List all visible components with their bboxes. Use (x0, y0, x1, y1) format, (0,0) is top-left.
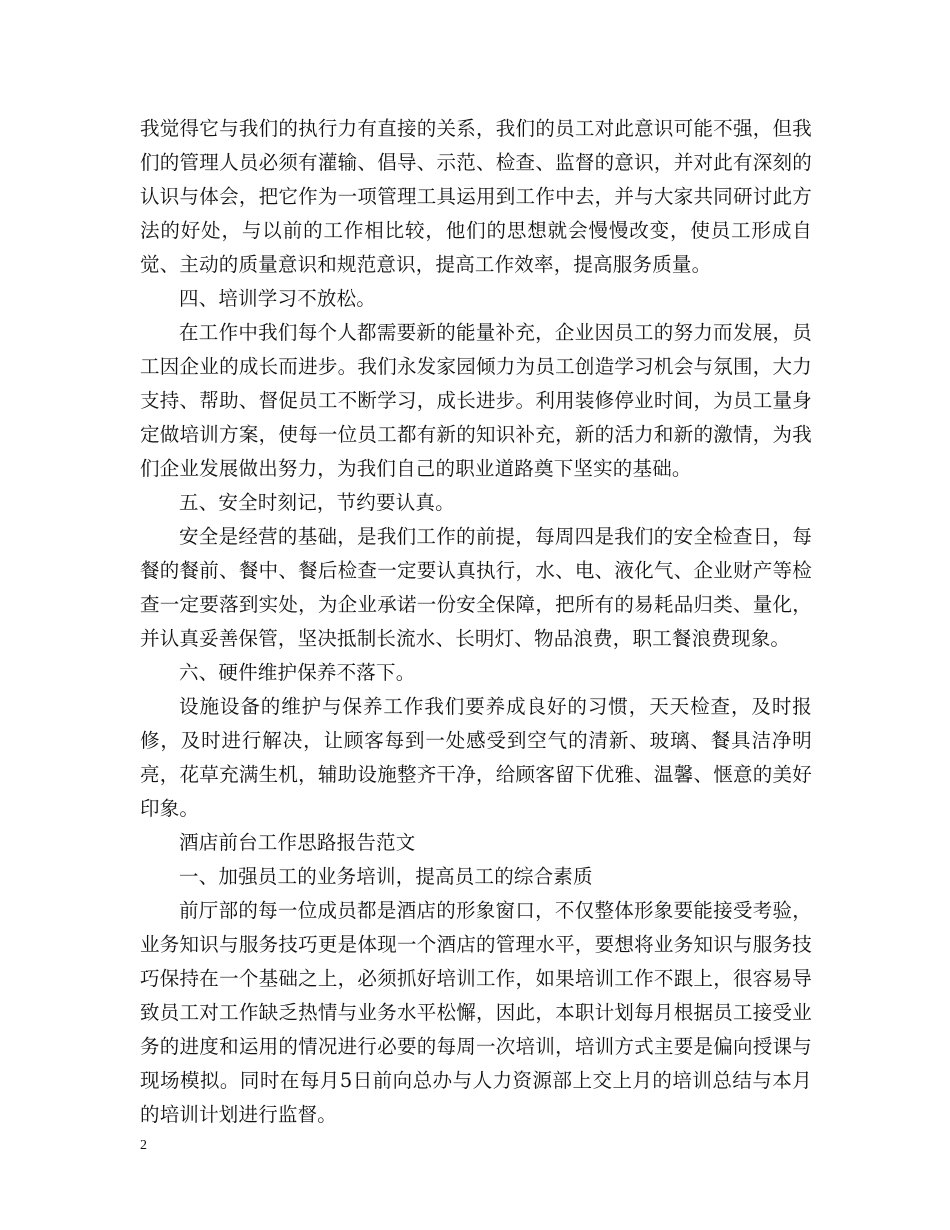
section-heading-staff-training: 一、加强员工的业务培训，提高员工的综合素质 (179, 865, 593, 888)
paragraph-safety: 安全是经营的基础，是我们工作的前提，每周四是我们的安全检查日，每餐的餐前、餐中、餐后检查一定要认真执行，水、电、液化气、企业财产等检查一定要落到实处，为企业承诺一份安全保障，把所有的易耗品归类、量化，并认真妥善保管，坚决抵制长流水、长明灯、物品浪费，职工餐浪费现象。 (140, 525, 812, 650)
section-heading-maintenance: 六、硬件维护保养不落下。 (179, 661, 416, 684)
page-body (140, 112, 812, 1132)
section-heading-safety: 五、安全时刻记，节约要认真。 (179, 491, 455, 514)
page-number: 2 (140, 1138, 147, 1153)
paragraph-training: 在工作中我们每个人都需要新的能量补充，企业因员工的努力而发展，员工因企业的成长而进步。我们永发家园倾力为员工创造学习机会与氛围，大力支持、帮助、督促员工不断学习，成长进步。利用装修停业时间，为员工量身定做培训方案，使每一位员工都有新的知识补充，新的活力和新的激情，为我们企业发展做出努力，为我们自己的职业道路奠下坚实的基础。 (140, 321, 812, 480)
paragraph-continuation: 我觉得它与我们的执行力有直接的关系，我们的员工对此意识可能不强，但我们的管理人员必须有灌输、倡导、示范、检查、监督的意识，并对此有深刻的认识与体会，把它作为一项管理工具运用到工作中去，并与大家共同研讨此方法的好处，与以前的工作相比较，他们的思想就会慢慢改变，使员工形成自觉、主动的质量意识和规范意识，提高工作效率，提高服务质量。 (140, 117, 812, 276)
report-title: 酒店前台工作思路报告范文 (179, 831, 416, 854)
paragraph-maintenance: 设施设备的维护与保养工作我们要养成良好的习惯，天天检查，及时报修，及时进行解决，让顾客每到一处感受到空气的清新、玻璃、餐具洁净明亮，花草充满生机，辅助设施整齐干净，给顾客留下优雅、温馨、惬意的美好印象。 (140, 695, 812, 820)
section-heading-training: 四、培训学习不放松。 (179, 287, 377, 310)
paragraph-staff-training: 前厅部的每一位成员都是酒店的形象窗口，不仅整体形象要能接受考验，业务知识与服务技巧更是体现一个酒店的管理水平，要想将业务知识与服务技巧保持在一个基础之上，必须抓好培训工作，如果培训工作不跟上，很容易导致员工对工作缺乏热情与业务水平松懈，因此，本职计划每月根据员工接受业务的进度和运用的情况进行必要的每周一次培训，培训方式主要是偏向授课与现场模拟。同时在每月5日前向总办与人力资源部上交上月的培训总结与本月的培训计划进行监督。 (140, 899, 812, 1126)
